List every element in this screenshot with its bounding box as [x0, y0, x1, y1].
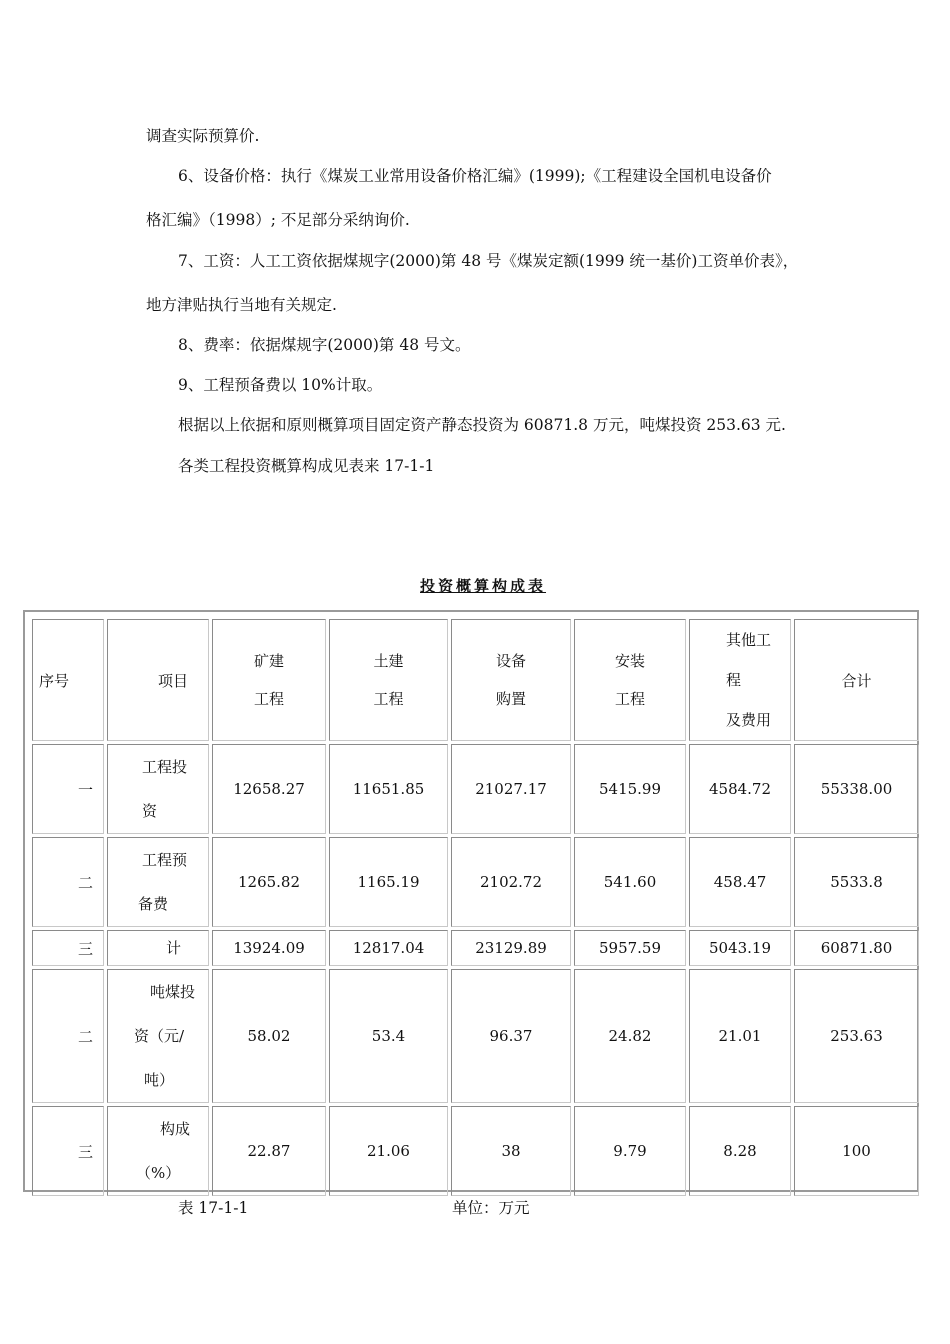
table-row: [32, 837, 919, 927]
paragraph-2: 6、设备价格：执行《煤炭工业常用设备价格汇编》(1999);《工程建设全国机电设备价: [178, 167, 772, 185]
row-equip: 23129.89: [451, 930, 571, 966]
row-install: 541.60: [574, 837, 686, 927]
row-seq: 一: [32, 744, 104, 834]
row-seq: 二: [32, 969, 104, 1103]
row-seq: 二: [32, 837, 104, 927]
header-install: 安装 工程: [574, 619, 686, 741]
row-mine: 12658.27: [212, 744, 326, 834]
table-caption: 投资概算构成表: [420, 577, 547, 595]
paragraph-3: 格汇编》（1998）; 不足部分采纳询价.: [146, 211, 410, 229]
row-total: 253.63: [794, 969, 919, 1103]
paragraph-5: 地方津贴执行当地有关规定.: [146, 296, 337, 314]
table-number-label: 表 17-1-1: [178, 1199, 249, 1217]
paragraph-7: 9、工程预备费以 10%计取。: [178, 376, 383, 394]
row-mine: 1265.82: [212, 837, 326, 927]
row-equip: 2102.72: [451, 837, 571, 927]
table-unit-label: 单位：万元: [452, 1199, 530, 1217]
header-seq: 序号: [32, 619, 104, 741]
row-other: 4584.72: [689, 744, 791, 834]
row-other: 8.28: [689, 1106, 791, 1196]
row-install: 9.79: [574, 1106, 686, 1196]
row-equip: 96.37: [451, 969, 571, 1103]
row-mine: 13924.09: [212, 930, 326, 966]
paragraph-9: 各类工程投资概算构成见表来 17-1-1: [178, 457, 435, 475]
row-seq: 三: [32, 930, 104, 966]
header-other: 其他工 程 及费用: [689, 619, 791, 741]
paragraph-1: 调查实际预算价.: [146, 127, 260, 145]
row-item: 工程投 资: [107, 744, 209, 834]
table-row: [32, 930, 919, 966]
row-install: 5415.99: [574, 744, 686, 834]
paragraph-4: 7、工资：人工工资依据煤规字(2000)第 48 号《煤炭定额(1999 统一基价)工资单价表》，: [178, 252, 799, 270]
row-equip: 21027.17: [451, 744, 571, 834]
row-other: 458.47: [689, 837, 791, 927]
table-header-row: [32, 619, 919, 741]
table-row: [32, 744, 919, 834]
paragraph-8: 根据以上依据和原则概算项目固定资产静态投资为 60871.8 万元，吨煤投资 253.63 元.: [178, 416, 786, 434]
row-seq: 三: [32, 1106, 104, 1196]
row-install: 24.82: [574, 969, 686, 1103]
header-total: 合计: [794, 619, 919, 741]
row-other: 21.01: [689, 969, 791, 1103]
row-install: 5957.59: [574, 930, 686, 966]
row-civil: 11651.85: [329, 744, 448, 834]
row-item: 构成 （%）: [107, 1106, 209, 1196]
investment-table-grid: [29, 616, 922, 1199]
header-equip: 设备 购置: [451, 619, 571, 741]
row-total: 60871.80: [794, 930, 919, 966]
row-civil: 1165.19: [329, 837, 448, 927]
header-mine: 矿建 工程: [212, 619, 326, 741]
table-row: [32, 1106, 919, 1196]
paragraph-6: 8、费率：依据煤规字(2000)第 48 号文。: [178, 336, 471, 354]
investment-table: [23, 610, 919, 1192]
row-other: 5043.19: [689, 930, 791, 966]
row-total: 100: [794, 1106, 919, 1196]
row-item: 计: [107, 930, 209, 966]
row-civil: 21.06: [329, 1106, 448, 1196]
header-item: 项目: [107, 619, 209, 741]
table-row: [32, 969, 919, 1103]
row-equip: 38: [451, 1106, 571, 1196]
row-total: 5533.8: [794, 837, 919, 927]
row-item: 吨煤投 资（元/ 吨）: [107, 969, 209, 1103]
row-civil: 53.4: [329, 969, 448, 1103]
header-civil: 土建 工程: [329, 619, 448, 741]
row-mine: 22.87: [212, 1106, 326, 1196]
row-total: 55338.00: [794, 744, 919, 834]
row-item: 工程预 备费: [107, 837, 209, 927]
row-mine: 58.02: [212, 969, 326, 1103]
row-civil: 12817.04: [329, 930, 448, 966]
